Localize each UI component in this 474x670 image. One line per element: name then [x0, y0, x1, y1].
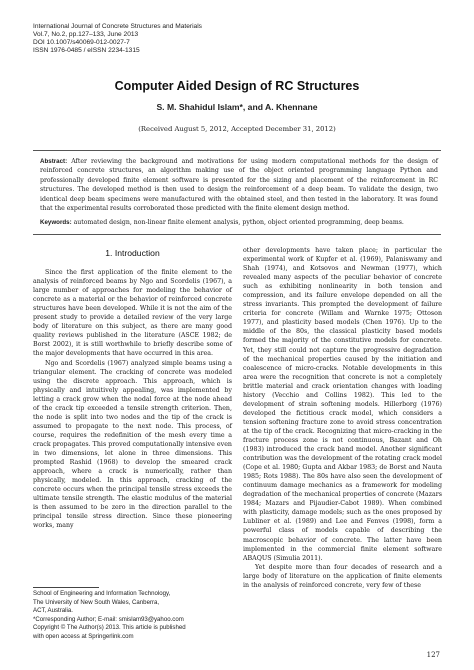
journal-volume: Vol.7, No.2, pp.127–133, June 2013 [33, 31, 139, 38]
footnote-line: ACT, Australia. [33, 607, 73, 615]
received-dates: (Received August 5, 2012, Accepted December 31, 2012) [138, 125, 336, 133]
paragraph: Yet despite more than four decades of research and a large body of literature on the application of finite elements in the analysis of reinforced concrete, very few of these [243, 563, 442, 589]
abstract-box [33, 150, 441, 235]
footnote-line: *Corresponding Author; E-mail: smislam93@yahoo.com [33, 615, 184, 623]
footnote-line: The University of New South Wales, Canberra, [33, 598, 160, 606]
journal-name: International Journal of Concrete Structures and Materials [33, 23, 202, 30]
abstract-label: Abstract: [40, 158, 68, 165]
page-number: 127 [426, 651, 440, 659]
footnote-line: School of Engineering and Information Technology, [33, 590, 171, 597]
paper-title: Computer Aided Design of RC Structures [114, 79, 360, 93]
section-title: 1. Introduction [105, 248, 160, 258]
paper-authors: S. M. Shahidul Islam*, and A. Khennane [156, 102, 318, 112]
journal-issn: ISSN 1976-0485 / eISSN 2234-1315 [33, 47, 140, 54]
footnote-divider [33, 587, 99, 588]
left-column [33, 246, 232, 530]
keywords-text: automated design, non-linear finite element analysis, python, object oriented programming, deep beams. [71, 219, 404, 227]
journal-doi: DOI 10.1007/s40069-012-0027-7 [33, 39, 130, 46]
abstract [33, 157, 441, 213]
paragraph: Ngo and Scordelis (1967) analyzed simple beams using a triangular element. The cracking of concrete was modeled using the discrete approach. This approach, which is physically and intuitively appealing, was implemented by letting a crack grow when the nodal force at the node ahead of the crack tip exceeded a tensile strength criterion. Then, the node is split into two nodes and the tip of the crack is assumed to propagate to the next node. This process, of course, requires the redefinition of the mesh every time a crack propagates. This proved computationally intensive even in two dimensions, let alone in three dimensions. This prompted Rashid (1968) to develop the smeared crack approach, where a crack is numerically, rather than physically, modeled. In this approach, cracking of the concrete occurs when the principal tensile stress exceeds the ultimate tensile strength. The elastic modulus of the material is then assumed to be zero in the direction parallel to the principal tensile stress direction. Since these pioneering works, many [33, 359, 232, 530]
right-column [243, 246, 442, 590]
keywords-label: Keywords: [40, 219, 72, 227]
footnote [33, 590, 238, 642]
footnote-line: Copyright © The Author(s) 2013. This article is published [33, 624, 186, 632]
paragraph: other developments have taken place; in particular the experimental work of Kupfer et al. (1969), Palaniswamy and Shah (1974), and Kotsovos and Newman (1977), which revealed many aspects of the peculiar behavior of concrete such as exhibiting nonlinearity in both tension and compression, and its failure envelope depended on all the stress invariants. This prompted the development of failure criteria for concrete (Willam and Warnke 1975; Ottoson 1977), and plasticity based models (Chen 1976). Up to the middle of the 80s, the classical plasticity based models formed the majority of the constitutive models for concrete. Yet, they still could not capture the progressive degradation of the mechanical properties caused by the initiation and coalescence of micro-cracks. Notable developments in this area were the recognition that concrete is not a completely brittle material and crack orientation changes with loading history (Vecchio and Collins 1982). This led to the development of strain softening models. Hillerborg (1976) developed the fictitious crack model, which considers a tension softening fracture zone to avoid stress concentration at the tip of the crack. Recognizing that micro-cracking in the fracture process zone is not continuous, Bazant and Oh (1983) introduced the crack band model. Another significant contribution was the development of the rotating crack model (Cope et al. 1980; Gupta and Akbar 1983; de Borst and Nauta 1985; Rots 1988). The 80s have also seen the development of continuum damage mechanics as a framework for modeling degradation of the mechanical properties of concrete (Mazars 1984; Mazars and Pijaudier-Cabot 1989). When combined with plasticity, damage models; such as the ones proposed by Lubliner et al. (1989) and Lee and Fenves (1998), form a powerful class of models capable of describing the macroscopic behavior of concrete. The latter have been implemented in the commercial finite element software ABAQUS (Simulia 2011). [243, 247, 442, 562]
footnote-line: with open access at Springerlink.com [33, 632, 134, 640]
paragraph: Since the first application of the finite element to the analysis of reinforced beams by Ngo and Scordelis (1967), a large number of approaches for modeling the behavior of concrete as a material or the behavior of reinforced concrete structures have been developed. While it is not the aim of the present study to provide a detailed review of the very large body of literature on this subject, as there are many good quality reviews published in the literature (ASCE 1982; de Borst 2002), it is still worthwhile to briefly describe some of the major developments that have occurred in this area. [33, 269, 232, 358]
abstract-text: After reviewing the background and motivations for using modern computational methods for the design of reinforced concrete structures, an algorithm making use of the object oriented programming language Python and professionally developed finite element software is presented for the sizing and placement of the reinforcement in RC structures. The developed method is then used to design the reinforcement of a deep beam. To validate the design, two identical deep beam specimens were manufactured with the obtained steel, and then tested in the laboratory. It was found that the experimental results corroborated those predicted with the finite element design method. [40, 158, 438, 213]
keywords [33, 218, 441, 227]
journal-header [33, 23, 333, 55]
